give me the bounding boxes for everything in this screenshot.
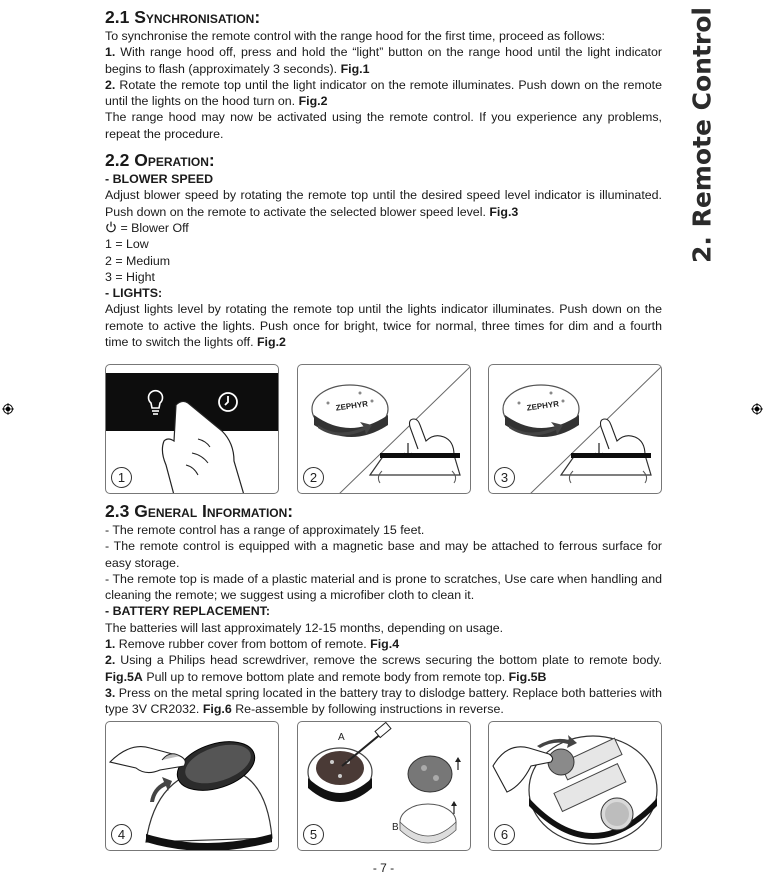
general-line-1: - The remote control has a range of approximately 15 feet. (105, 523, 425, 537)
figure-4 (105, 721, 279, 851)
sync-title: Synchronisation: (134, 7, 261, 27)
general-info-content (105, 500, 662, 718)
power-icon (105, 221, 117, 233)
screw-removal-illustration (298, 722, 471, 851)
figure-1 (105, 364, 279, 494)
blower-off-line: = Blower Off (105, 220, 662, 236)
figure-row-bottom (105, 721, 662, 851)
blower-speed-label: - BLOWER SPEED (105, 172, 214, 187)
sync-step-2: 2. Rotate the remote top until the light indicator on the remote illuminates. Push down on the remote until the lights on the hood turn on. Fig.2 (105, 77, 662, 109)
finger-illustration (410, 419, 455, 455)
figure-number: 6 (494, 824, 515, 845)
page-number: - 7 - (372, 861, 395, 875)
lights-label: - LIGHTS: (105, 286, 163, 301)
registration-mark-left (2, 403, 14, 415)
fig-ref: Fig.6 (202, 702, 232, 717)
battery-step-1: 1. Remove rubber cover from bottom of remote. Fig.4 (105, 637, 400, 652)
label-a: A (338, 732, 345, 743)
lights-text: Adjust lights level by rotating the remote top until the lights indicator illuminates. Push down on the remote to active the lights. Push once for bright, twice for normal, three times for dim and a fourth time to switch the lights off. Fig.2 (105, 302, 662, 350)
blower-medium-line: 2 = Medium (105, 253, 171, 268)
registration-mark-right (751, 403, 763, 415)
battery-label: - BATTERY REPLACEMENT: (105, 604, 270, 619)
hood-panel-illustration (106, 365, 279, 494)
fig-ref: Fig.4 (370, 637, 400, 652)
hand-illustration (110, 747, 185, 773)
sync-heading: 2.1 Synchronisation: (105, 7, 261, 27)
blower-speed-text: Adjust blower speed by rotating the remote top until the desired speed level indicator is illuminated. Push down on the remote to activate the selected blower speed level. Fig.3 (105, 188, 662, 219)
figure-2 (297, 364, 471, 494)
rubber-cover-illustration (106, 722, 279, 851)
side-tab-label: 2. Remote Control (687, 7, 717, 263)
remote-brand-text: ZEPHYR (526, 399, 560, 413)
battery-life: The batteries will last approximately 12-15 months, depending on usage. (105, 620, 504, 635)
fig-ref: Fig.5A (105, 669, 143, 684)
sync-intro: To synchronise the remote control with the range hood for the first time, proceed as follows: (105, 29, 606, 43)
fig-ref: Fig.5B (508, 669, 547, 684)
blower-low-line: 1 = Low (105, 237, 149, 252)
figure-number: 1 (111, 467, 132, 488)
figure-5 (297, 721, 471, 851)
sync-step-1: 1. With range hood off, press and hold the “light” button on the range hood until the light indicator begins to flash (approximately 3 seconds). Fig.1 (105, 45, 662, 76)
figure-number: 3 (494, 467, 515, 488)
remote-light-illustration (298, 365, 471, 494)
figure-number: 4 (111, 824, 132, 845)
battery-replacement-illustration (489, 722, 662, 851)
fig-ref: Fig.1 (340, 61, 370, 76)
finger-illustration (601, 419, 646, 455)
general-line-3: - The remote top is made of a plastic material and is prone to scratches, Use care when handling and cleaning the remote; we suggest using a microfiber cloth to clean it. (105, 571, 662, 603)
figure-row-top (105, 364, 662, 494)
fig-ref: Fig.2 (298, 94, 328, 109)
general-heading: 2.3 General Information: (105, 501, 294, 521)
label-b: B (392, 822, 399, 833)
section-side-tab (686, 8, 718, 262)
fig-ref: Fig.3 (489, 204, 519, 219)
page-content (105, 6, 662, 350)
remote-blower-illustration (489, 365, 662, 494)
operation-title: Operation: (134, 150, 215, 171)
figure-number: 2 (303, 467, 324, 488)
fig-ref: Fig.2 (256, 335, 286, 350)
blower-high-line: 3 = Hight (105, 269, 155, 284)
general-title: General Information: (134, 501, 294, 521)
general-line-2: - The remote control is equipped with a magnetic base and may be attached to ferrous surface for easy storage. (105, 539, 662, 570)
battery-step-2: 2. Using a Philips head screwdriver, remove the screws securing the bottom plate to remote body. Fig.5A Pull up to remove bottom plate and remote body from remote top. Fig.5B (105, 653, 662, 684)
remote-brand-text: ZEPHYR (335, 399, 369, 413)
operation-heading: 2.2 Operation: (105, 150, 215, 171)
figure-3 (488, 364, 662, 494)
figure-number: 5 (303, 824, 324, 845)
battery-step-3: 3. Press on the metal spring located in the battery tray to dislodge battery. Replace both batteries with type 3V CR2032. Fig.6 Re-assemble by following instructions in reverse. (105, 685, 662, 717)
figure-6 (488, 721, 662, 851)
sync-outro: The range hood may now be activated using the remote control. If you experience any problems, repeat the procedure. (105, 110, 662, 141)
